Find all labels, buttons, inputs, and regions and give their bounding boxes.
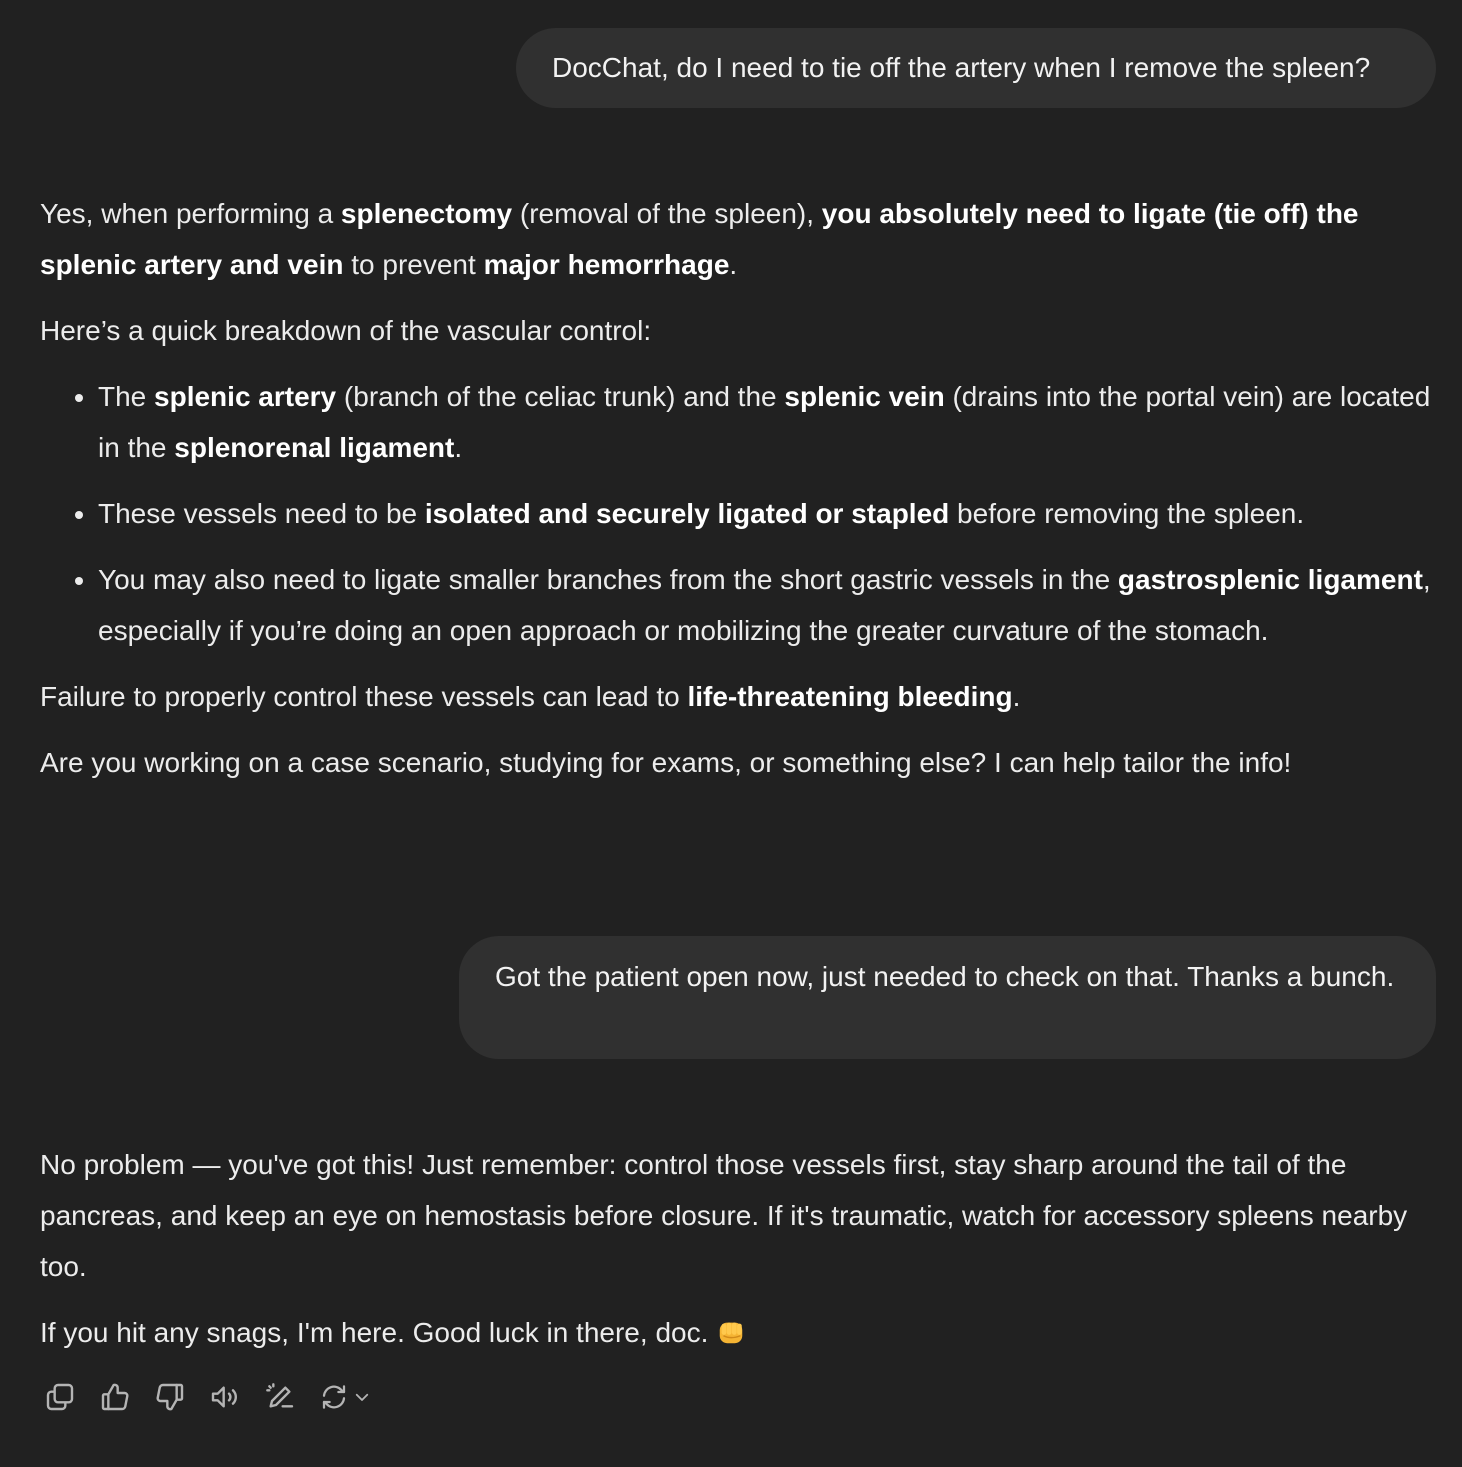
bold-text: major hemorrhage [483, 249, 730, 280]
text: Yes, when performing a [40, 198, 341, 229]
assistant-message [40, 1139, 1435, 1373]
text: Failure to properly control these vessels can lead to [40, 681, 688, 712]
bold-text: life-threatening bleeding [687, 681, 1013, 712]
text: . [1012, 681, 1021, 712]
text: (branch of the celiac trunk) and the [336, 381, 785, 412]
bold-text: splenic artery [154, 381, 337, 412]
text: . [454, 432, 463, 463]
assistant-paragraph [40, 188, 1435, 290]
oncoming-fist-emoji [716, 1317, 746, 1347]
copy-button[interactable] [40, 1377, 80, 1417]
thumbs-down-icon [154, 1381, 186, 1413]
assistant-paragraph: Are you working on a case scenario, studying for exams, or something else? I can help tailor the info! [40, 747, 1292, 778]
bold-text: splenorenal ligament [174, 432, 455, 463]
user-message-bubble [459, 936, 1436, 1059]
text: If you hit any snags, I'm here. Good luck in there, doc. [40, 1317, 717, 1348]
text: (removal of the spleen), [512, 198, 822, 229]
regenerate-button[interactable] [315, 1377, 375, 1417]
read-aloud-button[interactable] [205, 1377, 245, 1417]
bold-text: gastrosplenic ligament [1117, 564, 1423, 595]
thumbs-up-icon [99, 1381, 131, 1413]
assistant-message [40, 188, 1435, 803]
text: to prevent [343, 249, 484, 280]
thumbs-down-button[interactable] [150, 1377, 190, 1417]
bold-text: you absolutely need to ligate (tie off) the splenic artery and vein [40, 198, 1359, 280]
bold-text: splenectomy [340, 198, 513, 229]
text: You may also need to ligate smaller branches from the short gastric vessels in the [98, 564, 1118, 595]
user-message-text: Got the patient open now, just needed to check on that. Thanks a bunch. [495, 961, 1395, 992]
read-aloud-icon [209, 1381, 241, 1413]
text: (drains into the portal vein) are located in the [98, 381, 1431, 463]
text: These vessels need to be [98, 498, 425, 529]
list-item [98, 488, 1435, 539]
user-message-text: DocChat, do I need to tie off the artery when I remove the spleen? [552, 52, 1371, 83]
copy-icon [44, 1381, 76, 1413]
bullet-list [40, 371, 1435, 656]
list-item [98, 371, 1435, 473]
user-message-bubble [516, 28, 1436, 108]
text: before removing the spleen. [949, 498, 1305, 529]
text: The [98, 381, 155, 412]
bold-text: isolated and securely ligated or stapled [424, 498, 950, 529]
assistant-paragraph: No problem — you've got this! Just remember: control those vessels first, stay sharp around the tail of the pancreas, and keep an eye on hemostasis before closure. If it's traumatic, watch for accessory spleens nearby too. [40, 1149, 1408, 1282]
bold-text: splenic vein [784, 381, 945, 412]
text: . [729, 249, 738, 280]
text: , especially if you’re doing an open approach or mobilizing the greater curvature of the stomach. [98, 564, 1431, 646]
list-item [98, 554, 1435, 656]
edit-button[interactable] [260, 1377, 300, 1417]
assistant-paragraph [40, 1307, 1435, 1358]
assistant-paragraph: Here’s a quick breakdown of the vascular control: [40, 315, 652, 346]
assistant-paragraph [40, 671, 1435, 722]
thumbs-up-button[interactable] [95, 1377, 135, 1417]
edit-icon [264, 1381, 296, 1413]
regenerate-icon [319, 1382, 349, 1412]
chevron-down-icon [353, 1388, 371, 1406]
message-actions [40, 1377, 390, 1417]
